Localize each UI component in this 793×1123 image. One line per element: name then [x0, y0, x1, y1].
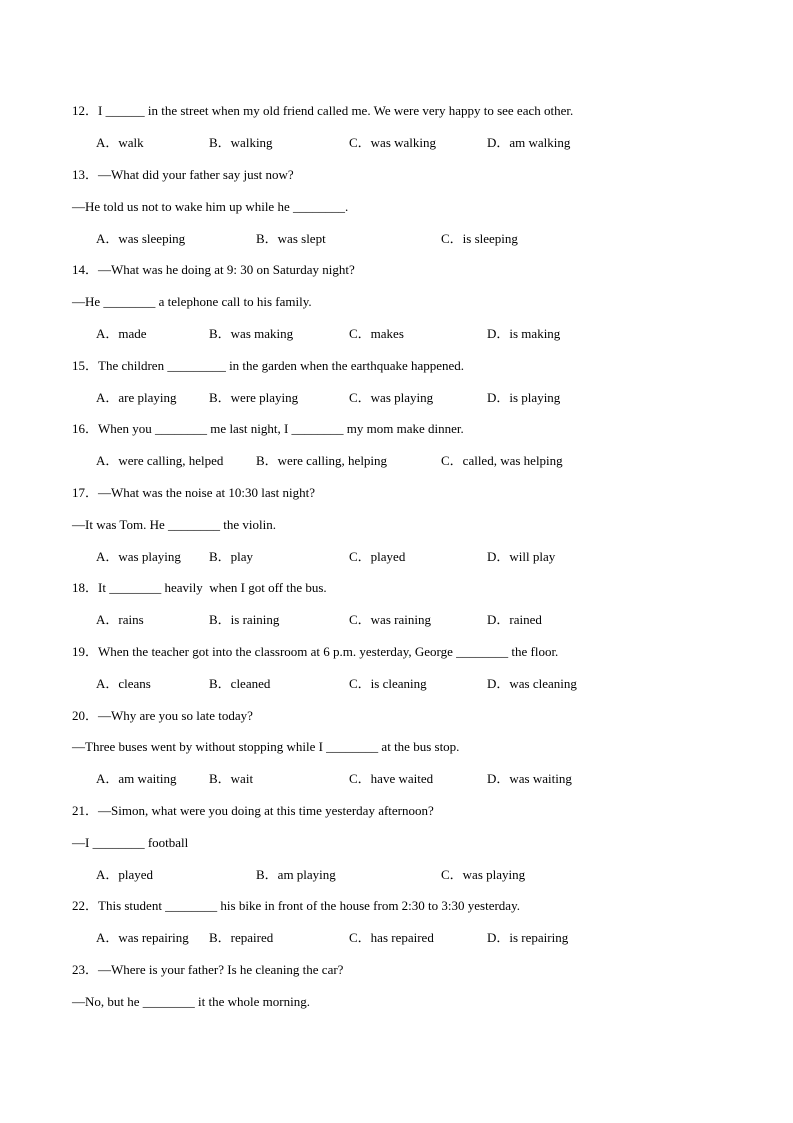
option-d: D．is making: [487, 326, 561, 341]
option-c: C．makes: [349, 326, 404, 341]
question-number: 23．: [72, 962, 99, 977]
option-d: D．is repairing: [487, 930, 569, 945]
option-d: D．rained: [487, 612, 542, 627]
option-b: B．was making: [209, 326, 294, 341]
question-number: 17．: [72, 485, 99, 500]
question-20: [72, 708, 253, 724]
dialog-line: —Three buses went by without stopping while I ________ at the bus stop.: [72, 739, 460, 754]
option-b: B．repaired: [209, 930, 274, 945]
question-stem: —What was he doing at 9: 30 on Saturday night?: [98, 262, 355, 277]
question-stem: The children _________ in the garden when the earthquake happened.: [98, 358, 465, 373]
option-a: A．were calling, helped: [96, 453, 224, 468]
option-a: A．am waiting: [96, 771, 177, 786]
question-number: 16．: [72, 421, 99, 436]
option-d: D．is playing: [487, 390, 561, 405]
question-number: 13．: [72, 167, 99, 182]
option-c: C．was raining: [349, 612, 431, 627]
option-a: A．made: [96, 326, 147, 341]
option-d: D．was cleaning: [487, 676, 577, 691]
question-15: [72, 358, 464, 374]
question-18: [72, 580, 327, 596]
option-a: A．walk: [96, 135, 144, 150]
option-b: B．were playing: [209, 390, 299, 405]
question-number: 12．: [72, 103, 99, 118]
question-number: 14．: [72, 262, 99, 277]
question-stem: When you ________ me last night, I ________ my mom make dinner.: [98, 421, 464, 436]
question-stem: This student ________ his bike in front of the house from 2:30 to 3:30 yesterday.: [98, 898, 520, 913]
option-c: C．called, was helping: [441, 453, 563, 468]
question-23: [72, 962, 343, 978]
option-b: B．is raining: [209, 612, 280, 627]
dialog-line: —No, but he ________ it the whole morning.: [72, 994, 310, 1009]
option-a: A．cleans: [96, 676, 151, 691]
option-c: C．was playing: [349, 390, 434, 405]
option-a: A．rains: [96, 612, 144, 627]
question-stem: It ________ heavily when I got off the bus.: [98, 580, 327, 595]
option-a: A．are playing: [96, 390, 177, 405]
option-b: B．am playing: [256, 867, 336, 882]
option-c: C．played: [349, 549, 406, 564]
question-number: 19．: [72, 644, 99, 659]
question-number: 21．: [72, 803, 99, 818]
question-19: [72, 644, 558, 660]
option-b: B．cleaned: [209, 676, 271, 691]
option-c: C．is cleaning: [349, 676, 427, 691]
question-stem: When the teacher got into the classroom at 6 p.m. yesterday, George ________ the floor.: [98, 644, 559, 659]
question-12: [72, 103, 573, 119]
option-b: B．was slept: [256, 231, 326, 246]
option-c: C．was walking: [349, 135, 437, 150]
option-c: C．has repaired: [349, 930, 434, 945]
option-b: B．were calling, helping: [256, 453, 388, 468]
question-stem: —Where is your father? Is he cleaning the car?: [98, 962, 344, 977]
option-a: A．was playing: [96, 549, 181, 564]
question-13: [72, 167, 294, 183]
option-c: C．have waited: [349, 771, 434, 786]
dialog-line: —I ________ football: [72, 835, 189, 850]
question-stem: —Simon, what were you doing at this time yesterday afternoon?: [98, 803, 434, 818]
question-stem: —What did your father say just now?: [98, 167, 294, 182]
option-c: C．is sleeping: [441, 231, 518, 246]
question-number: 15．: [72, 358, 99, 373]
option-a: A．was repairing: [96, 930, 189, 945]
question-21: [72, 803, 434, 819]
question-stem: —What was the noise at 10:30 last night?: [98, 485, 315, 500]
option-a: A．was sleeping: [96, 231, 186, 246]
option-d: D．am walking: [487, 135, 571, 150]
question-16: [72, 421, 464, 437]
question-number: 18．: [72, 580, 99, 595]
question-stem: —Why are you so late today?: [98, 708, 253, 723]
option-b: B．play: [209, 549, 254, 564]
question-number: 20．: [72, 708, 99, 723]
option-c: C．was playing: [441, 867, 526, 882]
question-number: 22．: [72, 898, 99, 913]
option-b: B．wait: [209, 771, 254, 786]
question-22: [72, 898, 520, 914]
option-d: D．will play: [487, 549, 556, 564]
dialog-line: —He told us not to wake him up while he ________.: [72, 199, 349, 214]
question-stem: I ______ in the street when my old friend called me. We were very happy to see each other.: [98, 103, 574, 118]
option-a: A．played: [96, 867, 154, 882]
option-d: D．was waiting: [487, 771, 572, 786]
question-14: [72, 262, 355, 278]
dialog-line: —It was Tom. He ________ the violin.: [72, 517, 276, 532]
question-17: [72, 485, 315, 501]
option-b: B．walking: [209, 135, 273, 150]
dialog-line: —He ________ a telephone call to his family.: [72, 294, 312, 309]
